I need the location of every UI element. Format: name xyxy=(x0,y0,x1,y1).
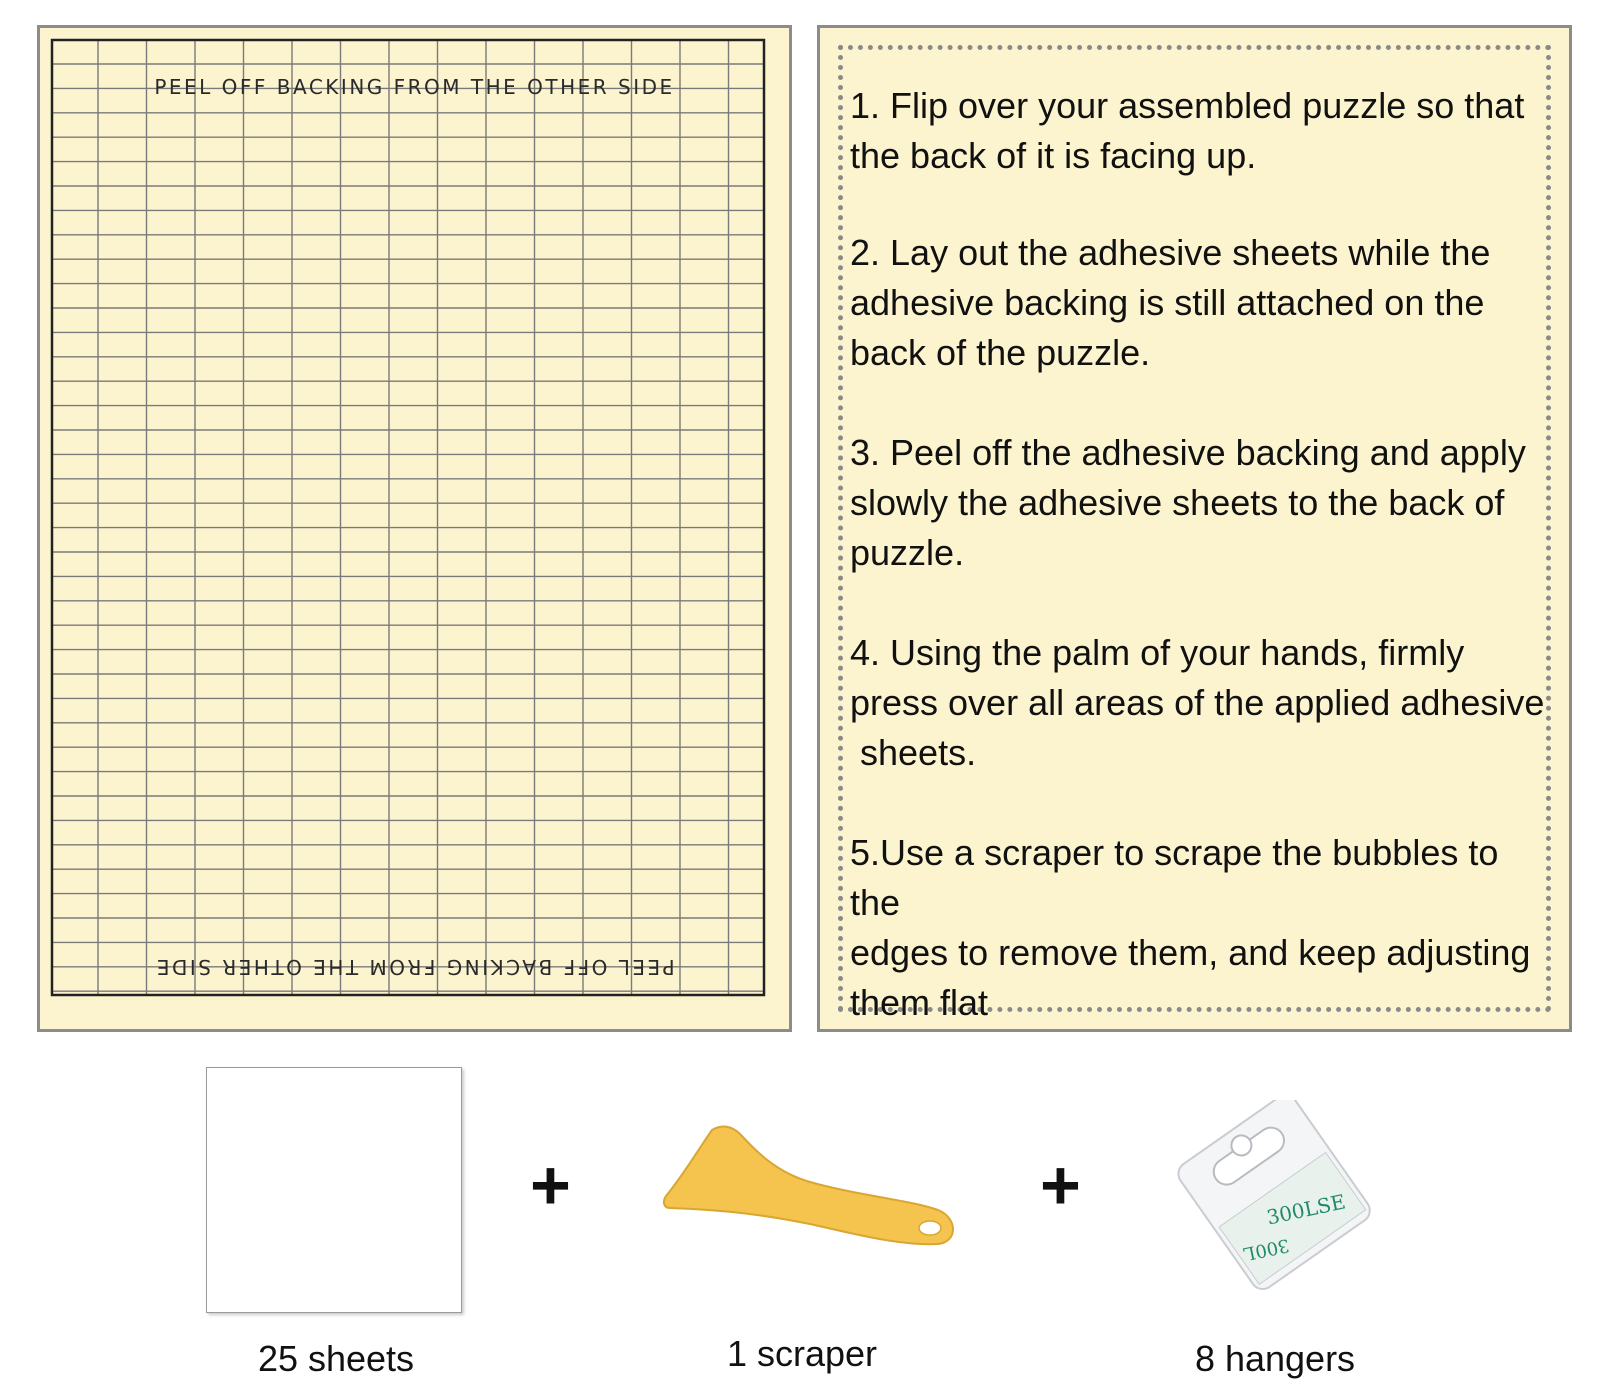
peel-off-text-top: PEEL OFF BACKING FROM THE OTHER SIDE xyxy=(154,75,675,99)
step-line: them flat xyxy=(850,982,989,1023)
instruction-step-5 xyxy=(850,828,1550,1028)
step-line: 2. Lay out the adhesive sheets while the xyxy=(850,232,1491,273)
scraper-count-label: 1 scraper xyxy=(726,1333,878,1374)
step-line: adhesive backing is still attached on the xyxy=(850,282,1485,323)
step-line: 5.Use a scraper to scrape the bubbles to the xyxy=(850,832,1499,923)
adhesive-sheet-panel xyxy=(37,25,792,1032)
instruction-step-3 xyxy=(850,428,1550,578)
step-line: back of the puzzle. xyxy=(850,332,1151,373)
step-line: 1. Flip over your assembled puzzle so that xyxy=(850,85,1525,126)
instructions-panel xyxy=(817,25,1572,1032)
sheet-inner-border xyxy=(52,40,764,995)
step-line: puzzle. xyxy=(850,532,965,573)
plus-sign-1: + xyxy=(530,1146,571,1224)
step-line: the back of it is facing up. xyxy=(850,135,1257,176)
hanger-print-bottom: 300L xyxy=(1241,1234,1292,1265)
step-line: 3. Peel off the adhesive backing and apply xyxy=(850,432,1526,473)
peel-off-text-bottom: PEEL OFF BACKING FROM THE OTHER SIDE xyxy=(154,955,675,979)
instruction-step-2 xyxy=(850,228,1550,378)
plus-sign-2: + xyxy=(1040,1146,1081,1224)
step-line: slowly the adhesive sheets to the back of xyxy=(850,482,1505,523)
scraper-hole xyxy=(919,1221,941,1235)
sheet-grid xyxy=(40,28,789,1029)
hangers-count-label: 8 hangers xyxy=(1194,1338,1356,1379)
instruction-step-4 xyxy=(850,628,1550,778)
hanger-image xyxy=(1170,1100,1380,1290)
step-line: press over all areas of the applied adhesive xyxy=(850,682,1545,723)
step-line: edges to remove them, and keep adjusting xyxy=(850,932,1531,973)
instruction-step-1 xyxy=(850,81,1550,181)
step-line: 4. Using the palm of your hands, firmly xyxy=(850,632,1465,673)
blank-sheet-image xyxy=(206,1067,462,1313)
scraper-body xyxy=(664,1127,953,1245)
step-line: sheets. xyxy=(850,732,977,773)
scraper-image xyxy=(660,1120,970,1260)
sheets-count-label: 25 sheets xyxy=(257,1338,415,1379)
hanger-print-top: 300LSE xyxy=(1264,1189,1348,1230)
